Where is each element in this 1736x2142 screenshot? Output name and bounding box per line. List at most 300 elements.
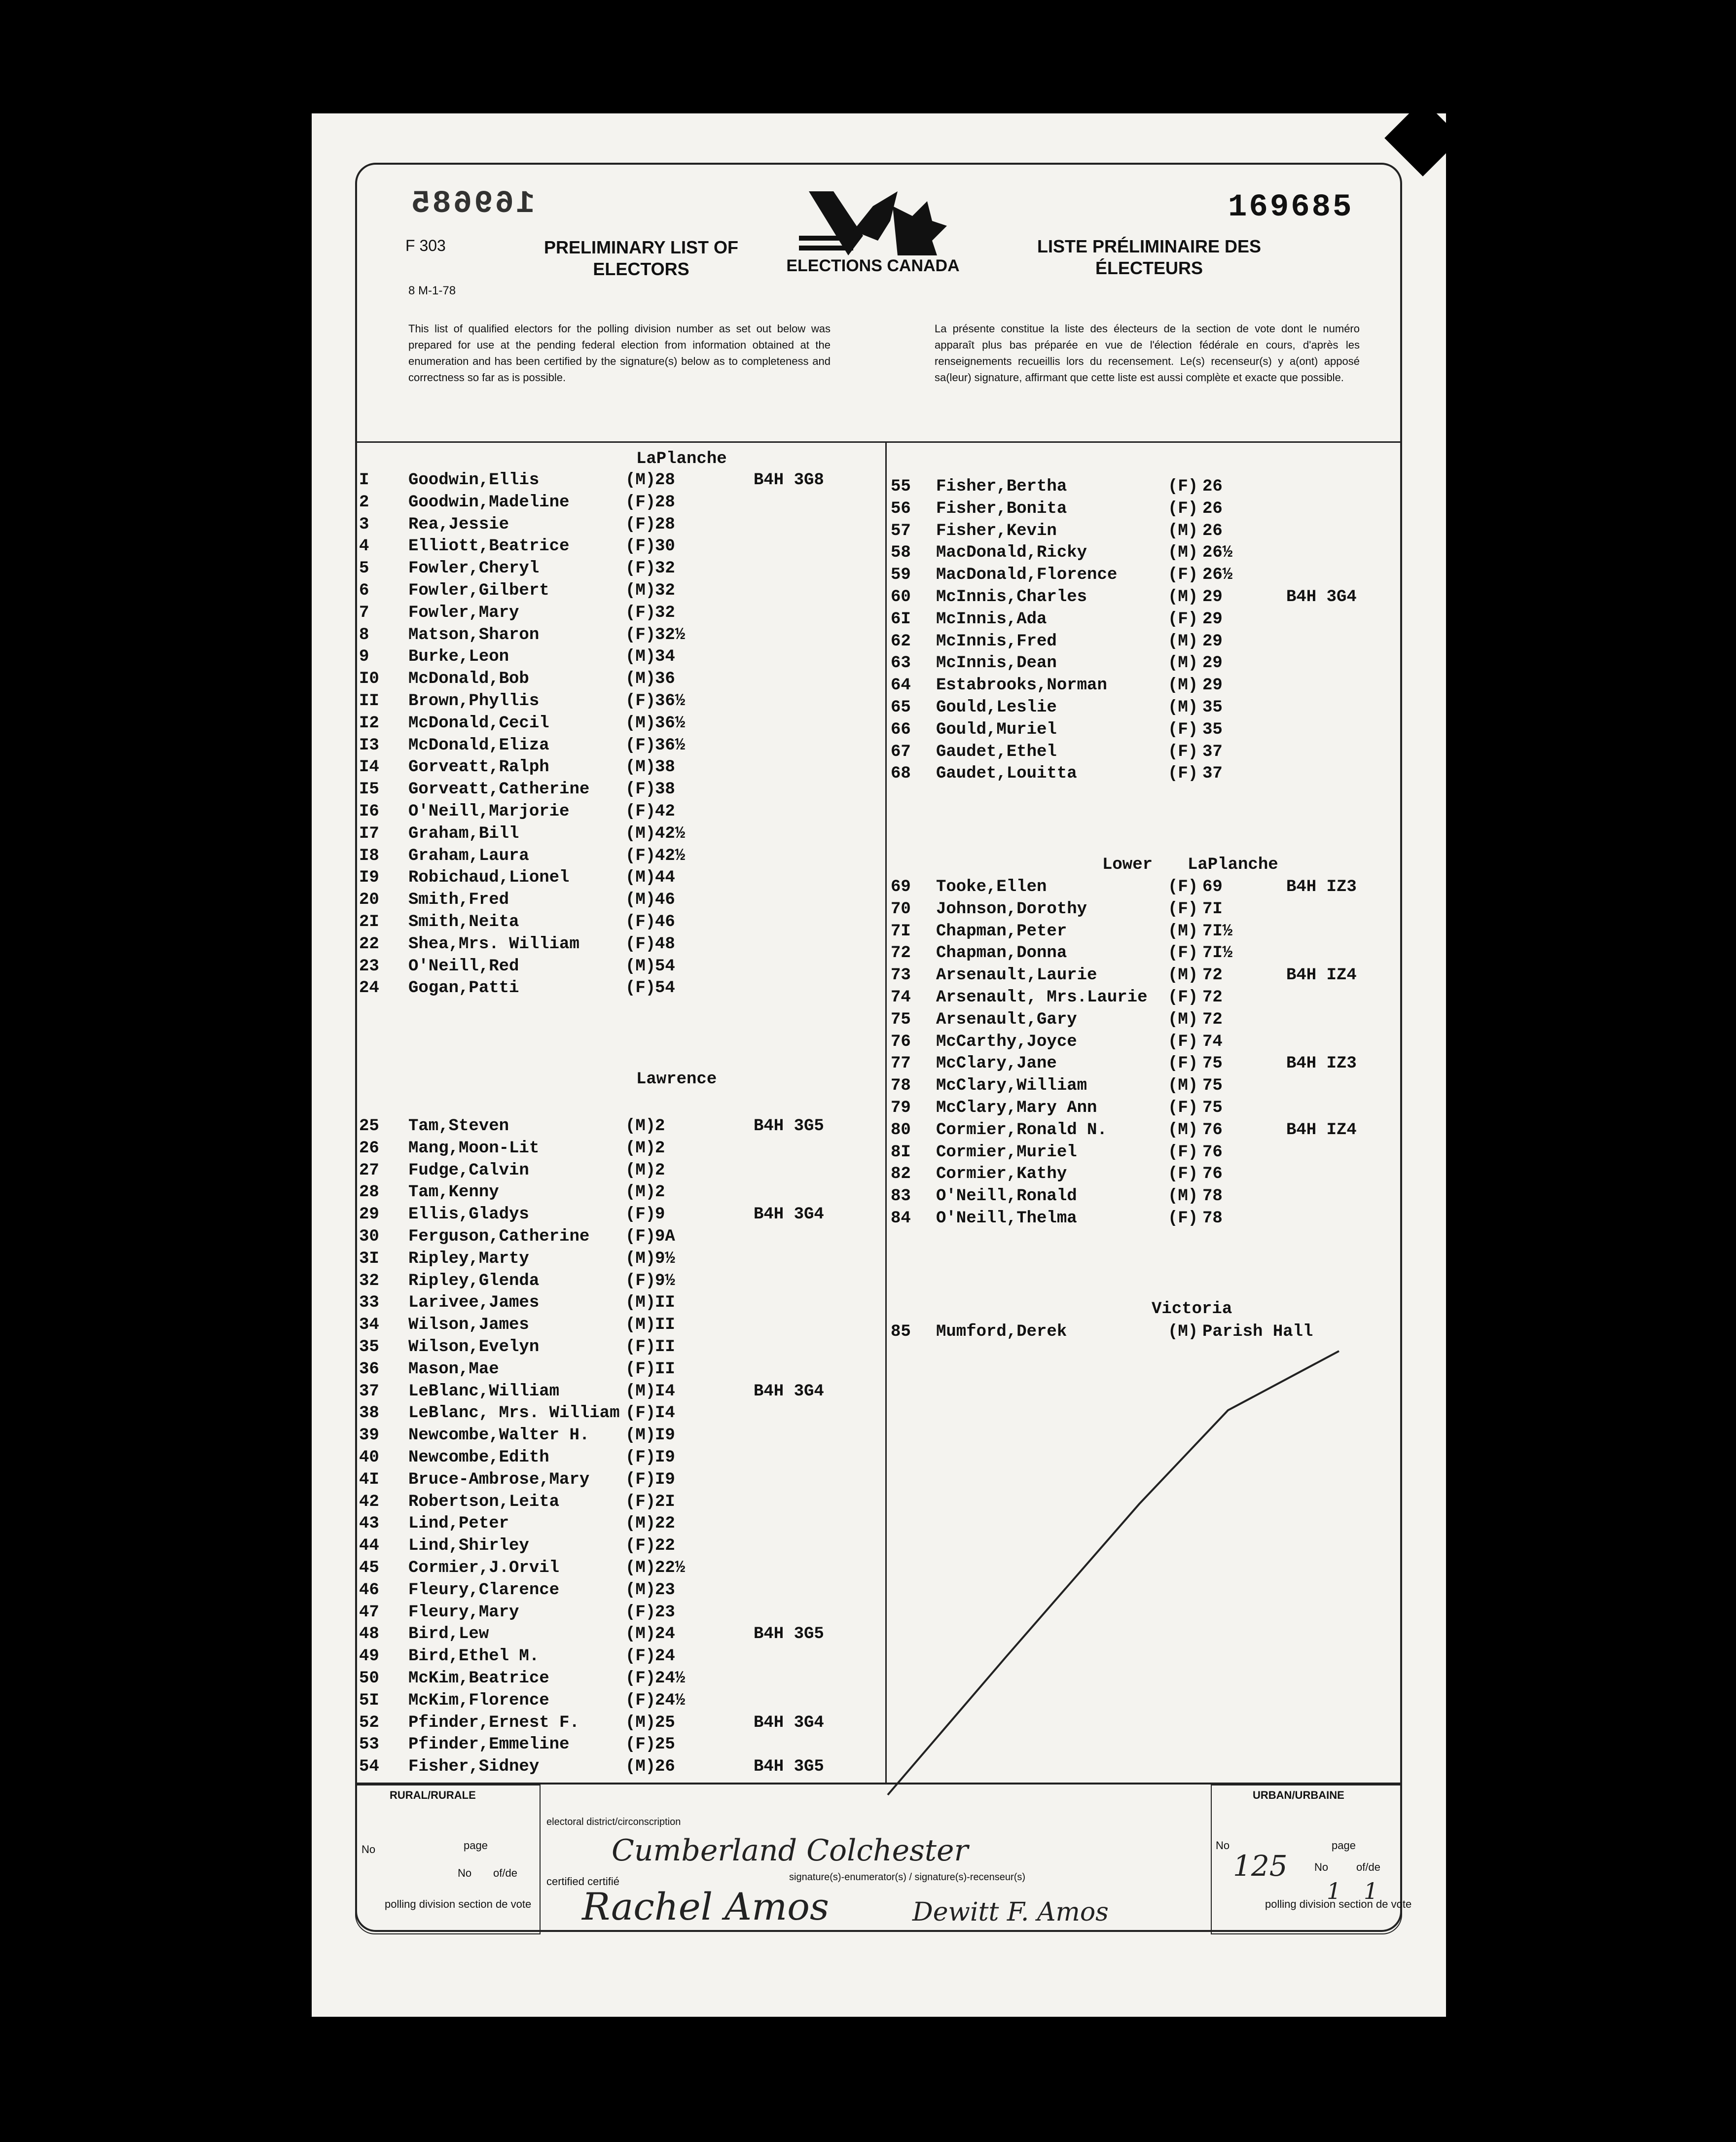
elector-sex: (F)	[1168, 1099, 1198, 1117]
elector-sex: (M)	[1168, 1187, 1198, 1206]
elector-name: Arsenault,Laurie	[936, 966, 1097, 985]
elector-number: I6	[359, 802, 379, 821]
elector-number: I9	[359, 868, 379, 888]
elector-number: 79	[891, 1099, 911, 1117]
urban-page-no-label: No	[1314, 1861, 1329, 1873]
elector-name: Fowler,Mary	[408, 603, 519, 622]
elector-number: 45	[359, 1559, 379, 1577]
elector-house-number: 7I	[1202, 899, 1223, 919]
elector-house-number: 2	[655, 1161, 665, 1180]
elector-sex: (F)	[1168, 720, 1198, 739]
elector-name: Chapman,Peter	[936, 922, 1067, 941]
elector-sex: (M)	[625, 1757, 656, 1777]
elector-name: Pfinder,Ernest F.	[408, 1713, 579, 1732]
elector-name: MacDonald,Florence	[936, 566, 1118, 585]
elector-postal-code: B4H IZ4	[1286, 966, 1357, 985]
elector-row	[354, 604, 828, 625]
elector-sex: (M)	[625, 1426, 656, 1445]
elector-number: 56	[891, 499, 911, 518]
elector-house-number: 2	[655, 1117, 665, 1136]
elector-name: Mumford,Derek	[936, 1322, 1067, 1341]
elector-sex: (F)	[1168, 499, 1198, 518]
elector-row	[887, 922, 1360, 944]
elector-house-number: 28	[655, 471, 675, 490]
elector-house-number: 75	[1202, 1099, 1223, 1117]
district-value: Cumberland Colchester	[612, 1833, 969, 1868]
elector-number: 26	[359, 1139, 379, 1158]
elector-name: Arsenault, Mrs.Laurie	[936, 988, 1148, 1007]
elector-house-number: 42½	[655, 846, 686, 865]
elector-row	[887, 1143, 1360, 1165]
elector-house-number: 34	[655, 647, 675, 667]
elector-sex: (F)	[625, 1404, 656, 1423]
elector-house-number: 37	[1202, 764, 1223, 784]
elector-row	[354, 714, 828, 736]
section-heading-victoria: Victoria	[1152, 1300, 1232, 1319]
rural-of-label: of/de	[493, 1867, 517, 1879]
title-fr: LISTE PRÉLIMINAIRE DES ÉLECTEURS	[1037, 236, 1262, 278]
elector-number: 37	[359, 1382, 379, 1401]
elector-number: I8	[359, 846, 379, 865]
elector-number: 24	[359, 979, 379, 998]
elector-row	[354, 559, 828, 581]
elector-sex: (M)	[1168, 588, 1198, 607]
elector-number: 80	[891, 1120, 911, 1140]
elector-sex: (M)	[1168, 521, 1198, 540]
elector-row	[887, 522, 1360, 543]
elector-sex: (M)	[1168, 654, 1198, 673]
elector-number: 4I	[359, 1470, 379, 1489]
elector-sex: (F)	[625, 1492, 656, 1511]
elector-row	[354, 1117, 828, 1139]
elector-house-number: 42½	[655, 824, 686, 843]
elector-house-number: 46	[655, 913, 675, 931]
elector-sex: (F)	[625, 1603, 656, 1622]
signature-enumerator-1: Rachel Amos	[582, 1885, 829, 1928]
elector-name: Graham,Laura	[408, 846, 529, 865]
elector-house-number: 25	[655, 1713, 675, 1732]
urban-no-label: No	[1216, 1839, 1230, 1852]
elector-number: 58	[891, 543, 911, 563]
elector-house-number: 9A	[655, 1227, 675, 1246]
section-heading-lower: Lower	[1102, 856, 1153, 874]
elector-sex: (F)	[625, 1536, 656, 1556]
elector-house-number: 26	[655, 1757, 675, 1777]
elector-house-number: 7I½	[1202, 944, 1233, 963]
elector-number: 6	[359, 581, 369, 600]
elector-name: Pfinder,Emmeline	[408, 1735, 570, 1754]
elector-number: 9	[359, 647, 369, 667]
elector-name: MacDonald,Ricky	[936, 543, 1087, 563]
elector-row	[887, 764, 1360, 786]
elector-sex: (F)	[625, 1691, 656, 1710]
elector-name: McKim,Beatrice	[408, 1669, 549, 1688]
elector-name: McClary,Mary Ann	[936, 1099, 1097, 1117]
elector-house-number: 78	[1202, 1187, 1223, 1206]
elector-sex: (F)	[1168, 1054, 1198, 1073]
elector-sex: (M)	[625, 824, 656, 843]
urban-of-label: of/de	[1356, 1861, 1380, 1873]
elector-house-number: 25	[655, 1735, 675, 1754]
elector-row	[354, 1404, 828, 1426]
elector-house-number: 24½	[655, 1669, 686, 1688]
elector-row	[354, 1250, 828, 1271]
elector-name: Estabrooks,Norman	[936, 676, 1107, 695]
elector-sex: (F)	[1168, 944, 1198, 963]
elector-row	[887, 477, 1360, 499]
elector-sex: (F)	[1168, 742, 1198, 761]
elector-row	[354, 515, 828, 537]
elector-house-number: 32	[655, 603, 675, 622]
elector-house-number: 29	[1202, 588, 1223, 607]
elector-number: I7	[359, 824, 379, 843]
elector-name: Cormier,Ronald N.	[936, 1120, 1107, 1140]
elector-row	[354, 1382, 828, 1404]
elector-number: 6I	[891, 609, 911, 629]
rural-label: RURAL/RURALE	[390, 1789, 476, 1801]
elector-name: LeBlanc,William	[408, 1382, 560, 1401]
elector-sex: (F)	[625, 1470, 656, 1489]
elector-sex: (F)	[625, 493, 656, 512]
certification-text-fr: La présente constitue la liste des électeurs de la section de vote dont le numéro apparaît plus bas préparée en vue de l'élection fédérale en cours, d'après les renseignements recueillis lors du recensement. Le(s) recenseur(s) y a(ont) apposé sa(leur) signature, affirmant que cette liste est aussi complète et exacte que possible.	[935, 322, 1360, 384]
elector-name: Bruce-Ambrose,Mary	[408, 1470, 590, 1489]
elector-postal-code: B4H 3G4	[754, 1382, 824, 1401]
elector-name: Mason,Mae	[408, 1359, 499, 1379]
elector-house-number: 72	[1202, 988, 1223, 1007]
elector-house-number: 26½	[1202, 543, 1233, 563]
elector-number: 22	[359, 934, 379, 954]
elector-house-number: 74	[1202, 1032, 1223, 1051]
elector-house-number: II	[655, 1316, 675, 1335]
elector-house-number: 54	[655, 979, 675, 998]
elector-name: Tooke,Ellen	[936, 878, 1047, 896]
elector-number: 40	[359, 1448, 379, 1467]
elector-name: McDonald,Eliza	[408, 736, 549, 755]
elector-row	[354, 891, 828, 912]
elector-row	[354, 626, 828, 647]
elector-name: LeBlanc, Mrs. William	[408, 1404, 620, 1423]
elector-number: 29	[359, 1205, 379, 1224]
elector-name: Larivee,James	[408, 1293, 540, 1313]
elector-sex: (M)	[625, 1559, 656, 1577]
urban-label: URBAN/URBAINE	[1253, 1789, 1344, 1801]
section-heading-laplanche: LaPlanche	[636, 450, 727, 468]
elector-row	[887, 632, 1360, 654]
elector-row	[887, 720, 1360, 742]
elector-name: Ferguson,Catherine	[408, 1227, 590, 1246]
elector-sex: (F)	[1168, 477, 1198, 496]
elector-house-number: Parish Hall	[1202, 1322, 1313, 1341]
elector-house-number: 26	[1202, 477, 1223, 496]
elector-sex: (F)	[1168, 609, 1198, 629]
elector-sex: (F)	[625, 1448, 656, 1467]
elector-row	[354, 868, 828, 890]
elector-sex: (F)	[1168, 878, 1198, 896]
rural-page-label: page	[464, 1839, 488, 1852]
elector-number: 48	[359, 1625, 379, 1644]
elector-number: 35	[359, 1338, 379, 1357]
elector-house-number: 22	[655, 1514, 675, 1534]
elector-number: 54	[359, 1757, 379, 1777]
elector-number: 69	[891, 878, 911, 896]
elector-row	[354, 1360, 828, 1382]
elector-house-number: II	[655, 1293, 675, 1313]
elector-number: 76	[891, 1032, 911, 1051]
elector-house-number: 36½	[655, 714, 686, 733]
elector-row	[354, 957, 828, 979]
elector-number: 59	[891, 566, 911, 585]
elector-row	[887, 1076, 1360, 1098]
elector-name: Gaudet,Ethel	[936, 742, 1057, 761]
elector-name: Gould,Leslie	[936, 698, 1057, 717]
elector-name: Cormier,J.Orvil	[408, 1559, 560, 1577]
elector-sex: (F)	[625, 1359, 656, 1379]
elector-house-number: 28	[655, 515, 675, 534]
elector-name: Tam,Steven	[408, 1117, 509, 1136]
elector-name: Gorveatt,Catherine	[408, 780, 590, 799]
elector-postal-code: B4H IZ4	[1286, 1120, 1357, 1140]
elector-name: Tam,Kenny	[408, 1183, 499, 1202]
elector-row	[354, 670, 828, 691]
elector-house-number: 28	[655, 493, 675, 512]
elector-row	[354, 1735, 828, 1757]
elector-row	[354, 847, 828, 868]
elector-sex: (M)	[1168, 698, 1198, 717]
elector-sex: (M)	[625, 1713, 656, 1732]
elector-number: 73	[891, 966, 911, 985]
elector-name: Newcombe,Walter H.	[408, 1426, 590, 1445]
elector-row	[887, 543, 1360, 565]
elector-sex: (M)	[625, 1161, 656, 1180]
elector-number: 49	[359, 1647, 379, 1666]
elector-name: O'Neill,Marjorie	[408, 802, 570, 821]
elector-number: II	[359, 692, 379, 711]
elector-house-number: 32	[655, 559, 675, 578]
elector-row	[354, 1603, 828, 1625]
elector-number: 65	[891, 698, 911, 717]
elector-sex: (M)	[1168, 676, 1198, 695]
elector-row	[354, 471, 828, 493]
elector-house-number: II	[655, 1338, 675, 1357]
elector-number: 5I	[359, 1691, 379, 1710]
elector-house-number: 24	[655, 1625, 675, 1644]
elector-sex: (M)	[625, 471, 656, 490]
elector-house-number: 7I½	[1202, 922, 1233, 941]
elector-house-number: 2I	[655, 1492, 675, 1511]
serial-number-mirrored: 169685	[409, 186, 535, 222]
elector-number: 8I	[891, 1142, 911, 1162]
elector-house-number: I9	[655, 1470, 675, 1489]
elector-row	[887, 500, 1360, 521]
elector-name: Fleury,Clarence	[408, 1580, 560, 1600]
rural-box	[355, 1785, 541, 1934]
elector-house-number: 2	[655, 1183, 665, 1202]
elector-house-number: 69	[1202, 878, 1223, 896]
elector-name: Gorveatt,Ralph	[408, 758, 549, 777]
elector-number: 68	[891, 764, 911, 784]
elector-number: 52	[359, 1713, 379, 1732]
elector-name: Graham,Bill	[408, 824, 519, 843]
elector-number: 34	[359, 1316, 379, 1335]
elector-name: Smith,Neita	[408, 913, 519, 931]
elector-house-number: 26½	[1202, 566, 1233, 585]
elector-house-number: 35	[1202, 698, 1223, 717]
elector-house-number: 48	[655, 934, 675, 954]
elector-row	[354, 1227, 828, 1249]
elector-name: McDonald,Bob	[408, 670, 529, 689]
elector-sex: (M)	[625, 1117, 656, 1136]
elector-postal-code: B4H 3G5	[754, 1117, 824, 1136]
elector-number: 66	[891, 720, 911, 739]
elector-name: Ellis,Gladys	[408, 1205, 529, 1224]
elector-number: 67	[891, 742, 911, 761]
elector-row	[887, 566, 1360, 587]
page-total: 1	[1364, 1878, 1378, 1904]
urban-page-label: page	[1332, 1839, 1356, 1852]
elector-name: Wilson,Evelyn	[408, 1338, 540, 1357]
elector-sex: (F)	[625, 979, 656, 998]
elector-house-number: 26	[1202, 521, 1223, 540]
elector-house-number: 75	[1202, 1076, 1223, 1096]
elector-number: 64	[891, 676, 911, 695]
elector-number: 83	[891, 1187, 911, 1206]
elector-row	[354, 1183, 828, 1205]
elector-house-number: 76	[1202, 1165, 1223, 1184]
elector-row	[354, 1757, 828, 1779]
elector-number: 32	[359, 1271, 379, 1290]
elector-house-number: 78	[1202, 1209, 1223, 1228]
elector-house-number: 9	[655, 1205, 665, 1224]
elector-number: 33	[359, 1293, 379, 1313]
elector-sex: (F)	[1168, 899, 1198, 919]
elector-row	[887, 1033, 1360, 1054]
elector-name: McClary,Jane	[936, 1054, 1057, 1073]
elector-name: O'Neill,Ronald	[936, 1187, 1077, 1206]
elector-number: 50	[359, 1669, 379, 1688]
elector-sex: (M)	[1168, 922, 1198, 941]
elector-sex: (F)	[625, 625, 656, 644]
elector-number: 44	[359, 1536, 379, 1556]
elector-row	[354, 1514, 828, 1536]
elector-sex: (F)	[625, 1669, 656, 1688]
elector-number: 4	[359, 537, 369, 556]
elector-number: 28	[359, 1183, 379, 1202]
elector-name: McDonald,Cecil	[408, 714, 549, 733]
elector-number: 77	[891, 1054, 911, 1073]
elector-name: Elliott,Beatrice	[408, 537, 570, 556]
elector-name: Robichaud,Lionel	[408, 868, 570, 888]
elector-row	[887, 900, 1360, 922]
elector-row	[887, 698, 1360, 720]
elector-name: Goodwin,Madeline	[408, 493, 570, 512]
elector-number: 42	[359, 1492, 379, 1511]
elector-row	[354, 537, 828, 559]
elector-number: I0	[359, 670, 379, 689]
polling-division-number: 125	[1233, 1849, 1288, 1883]
elector-name: Johnson,Dorothy	[936, 899, 1087, 919]
elector-row	[887, 1187, 1360, 1209]
elector-sex: (F)	[625, 1647, 656, 1666]
elector-sex: (M)	[1168, 1120, 1198, 1140]
elector-row	[887, 610, 1360, 632]
elector-name: Gould,Muriel	[936, 720, 1057, 739]
elector-number: 5	[359, 559, 369, 578]
elector-postal-code: B4H 3G5	[754, 1625, 824, 1644]
elector-row	[354, 493, 828, 515]
elector-house-number: 72	[1202, 966, 1223, 985]
urban-polling-label: polling division section de vote	[1265, 1898, 1412, 1910]
elector-row	[887, 988, 1360, 1010]
elector-name: Cormier,Muriel	[936, 1142, 1077, 1162]
elector-row	[354, 1139, 828, 1161]
elector-row	[354, 1714, 828, 1735]
elector-number: 30	[359, 1227, 379, 1246]
elector-sex: (M)	[625, 957, 656, 976]
elector-row	[354, 1205, 828, 1227]
elector-row	[354, 1691, 828, 1713]
elector-number: 7	[359, 603, 369, 622]
elector-sex: (F)	[1168, 1209, 1198, 1228]
elector-row	[354, 1669, 828, 1691]
elector-sex: (M)	[1168, 1010, 1198, 1029]
elector-number: 8	[359, 625, 369, 644]
elector-sex: (F)	[1168, 988, 1198, 1007]
elector-number: 63	[891, 654, 911, 673]
elector-row	[354, 1161, 828, 1183]
elector-name: McClary,William	[936, 1076, 1087, 1096]
cancellation-line	[883, 1341, 1351, 1800]
elector-sex: (M)	[625, 758, 656, 777]
elector-name: Bird,Ethel M.	[408, 1647, 540, 1666]
elector-number: I5	[359, 780, 379, 799]
elector-house-number: 38	[655, 758, 675, 777]
elector-house-number: II	[655, 1359, 675, 1379]
elector-sex: (F)	[625, 1205, 656, 1224]
elector-number: 3	[359, 515, 369, 534]
elector-row	[354, 581, 828, 603]
signature-enumerator-2: Dewitt F. Amos	[912, 1897, 1109, 1927]
elector-row	[354, 1426, 828, 1448]
elector-sex: (M)	[625, 868, 656, 888]
elector-postal-code: B4H IZ3	[1286, 1054, 1357, 1073]
elector-sex: (F)	[625, 1227, 656, 1246]
elector-name: Fisher,Bertha	[936, 477, 1067, 496]
elector-name: Newcombe,Edith	[408, 1448, 549, 1467]
elector-name: McInnis,Ada	[936, 609, 1047, 629]
elector-row	[354, 1448, 828, 1470]
elector-row	[887, 1209, 1360, 1231]
elector-house-number: 22	[655, 1536, 675, 1556]
elector-name: Wilson,James	[408, 1316, 529, 1335]
elector-house-number: 23	[655, 1580, 675, 1600]
elector-name: Fowler,Gilbert	[408, 581, 549, 600]
elector-row	[354, 1581, 828, 1603]
elector-row	[354, 1470, 828, 1492]
elector-sex: (F)	[625, 780, 656, 799]
elector-house-number: 29	[1202, 632, 1223, 651]
elector-row	[354, 824, 828, 846]
elector-number: 82	[891, 1165, 911, 1184]
elector-row	[354, 692, 828, 714]
elector-number: 60	[891, 588, 911, 607]
elector-number: 2	[359, 493, 369, 512]
elector-house-number: I4	[655, 1382, 675, 1401]
elector-name: Lind,Peter	[408, 1514, 509, 1534]
elector-row	[887, 1010, 1360, 1032]
elector-row	[354, 1559, 828, 1580]
elector-sex: (F)	[625, 846, 656, 865]
certified-label: certified certifié	[546, 1875, 619, 1888]
